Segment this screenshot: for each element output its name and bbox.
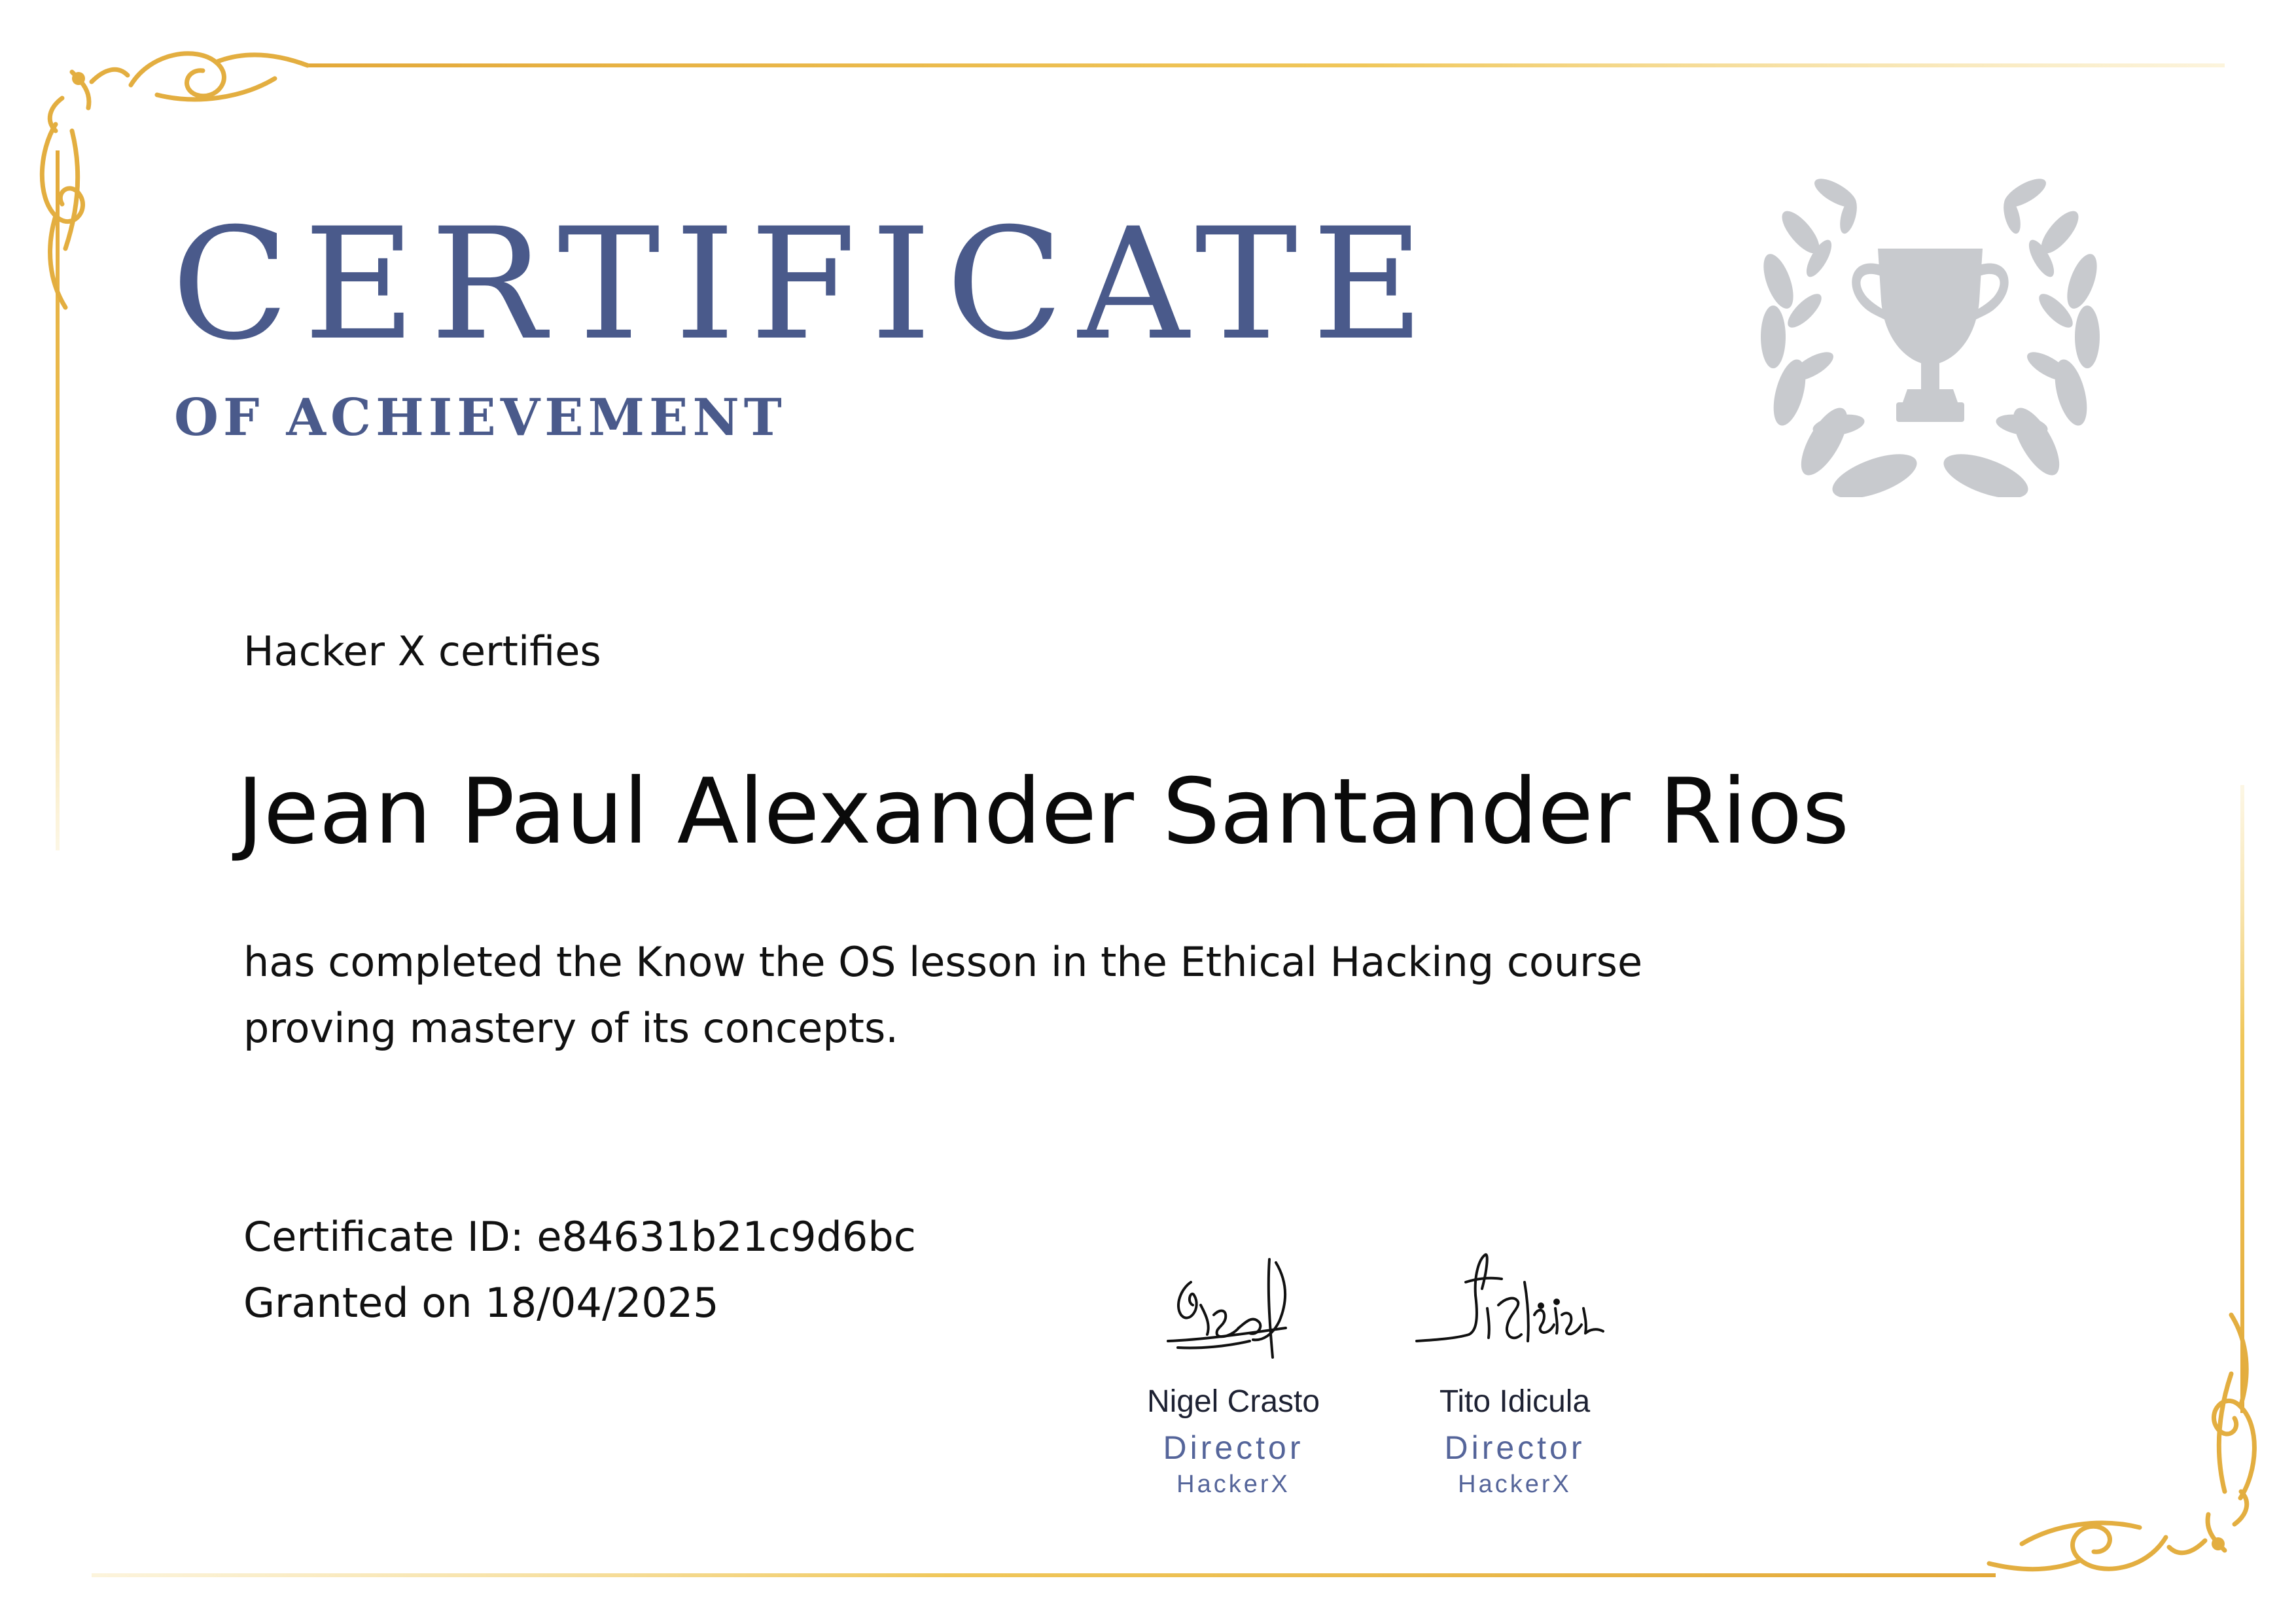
signatory-name: Nigel Crasto [1146,1384,1320,1419]
recipient-name: Jean Paul Alexander Santander Rios [237,759,1850,864]
signature-image [1129,1243,1338,1374]
granted-date: Granted on 18/04/2025 [243,1279,719,1327]
signatory-block [1377,1243,1652,1498]
bottom-right-flourish-icon [1989,1315,2254,1569]
description-line: proving mastery of its concepts. [243,1004,898,1052]
signatory-organization: HackerX [1458,1470,1572,1498]
signatory-organization: HackerX [1176,1470,1290,1498]
certificate-meta [243,1204,916,1336]
issuer-line: Hacker X certifies [243,627,601,675]
signatory-name: Tito Idicula [1439,1384,1591,1419]
signatory-role: Director [1163,1429,1304,1466]
signatory-block [1096,1243,1371,1498]
certificate-subtitle: OF ACHIEVEMENT [174,388,786,447]
certificate-id: Certificate ID: e84631b21c9d6bc [243,1213,916,1261]
signature-image [1410,1243,1619,1374]
description-line: has completed the Know the OS lesson in the Ethical Hacking course [243,938,1643,986]
trophy-laurel-icon [1727,150,2133,497]
signatory-role: Director [1444,1429,1585,1466]
certificate-title: CERTIFICATE [171,196,1439,374]
achievement-description [243,929,1683,1061]
